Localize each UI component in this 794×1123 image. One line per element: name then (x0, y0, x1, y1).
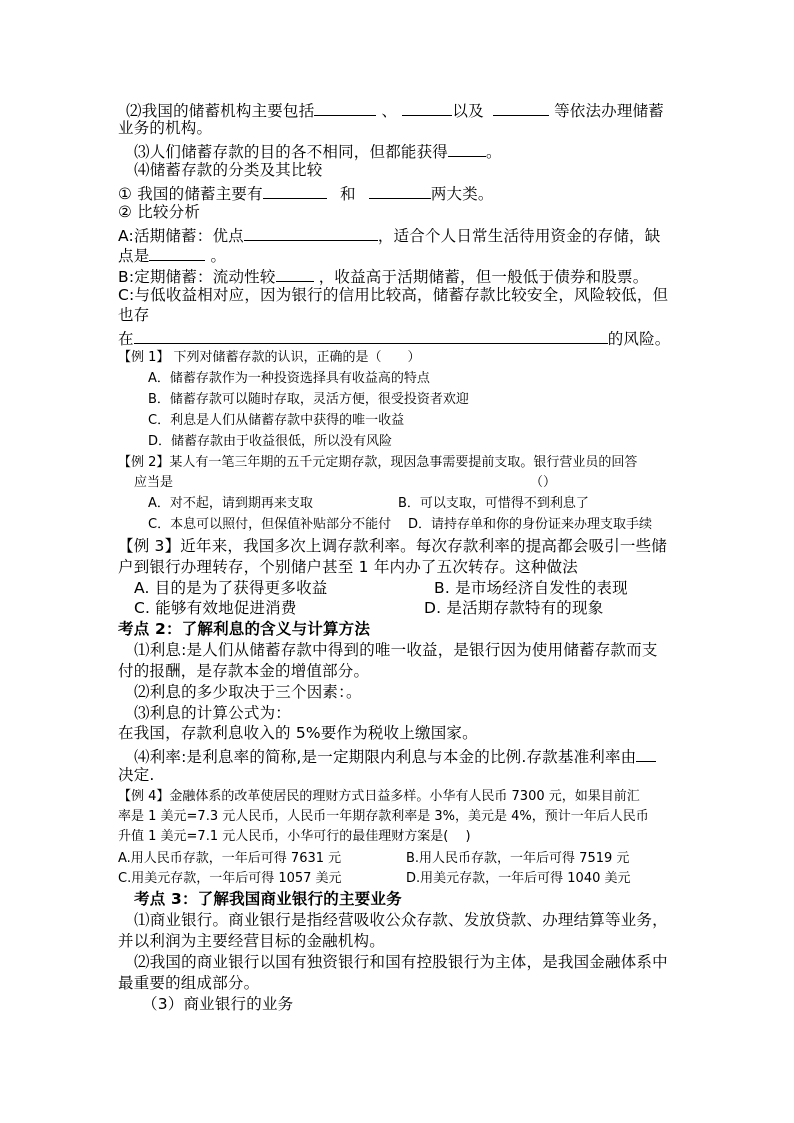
text-line: 在我国，存款利息收入的 5%要作为税收上缴国家。 (118, 724, 478, 742)
example-4-option-b: B.用人民币存款，一年后可得 7519 元 (406, 851, 630, 866)
text: 。 (210, 247, 227, 265)
text: 。 (486, 143, 502, 161)
text: ⑶人们储蓄存款的目的各不相同，但都能获得 (134, 143, 449, 161)
subheading: ⑷储蓄存款的分类及其比较 (134, 161, 323, 179)
text: 等依法办理储蓄 (554, 102, 664, 120)
text-line: 付的报酬，是存款本金的增值部分。 (118, 662, 370, 680)
example-1-option-b: B．储蓄存款可以随时存取，灵活方便，很受投资者欢迎 (148, 392, 469, 407)
example-2-question: 【例 2】某人有一笔三年期的五千元定期存款，现因急事需要提前支取。银行营业员的回答 (118, 455, 638, 470)
text: 点是 (118, 247, 150, 265)
example-3-question: 【例 3】近年来，我国多次上调存款利率。每次存款利率的提高都会吸引一些储 (118, 537, 667, 555)
example-4-option-c: C.用美元存款，一年后可得 1057 美元 (118, 871, 342, 886)
example-3-option-a: A. 目的是为了获得更多收益 (134, 579, 328, 597)
text-line: C:与低收益相对应，因为银行的信用比较高，储蓄存款比较安全，风险较低，但 (118, 286, 669, 304)
text: 、 (381, 102, 398, 120)
text-line: ⑴商业银行。商业银行是指经营吸收公众存款、发放贷款、办理结算等业务， (134, 911, 668, 929)
text-line: （3）商业银行的业务 (142, 995, 294, 1013)
time-deposit-line (118, 267, 648, 286)
text-line: 也存 (118, 306, 150, 324)
text: 和 (339, 185, 356, 203)
blank (493, 101, 549, 116)
text-line: ⑵利息的多少取决于三个因素：。 (134, 683, 362, 701)
risk-line (118, 329, 671, 348)
section-heading-3: 考点 3：了解我国商业银行的主要业务 (134, 890, 402, 908)
example-3-option-c: C. 能够有效地促进消费 (134, 599, 297, 617)
blank (636, 747, 656, 762)
text: ① 我国的储蓄主要有 (118, 185, 263, 203)
example-4-question: 【例 4】金融体系的改革使居民的理财方式日益多样。小华有人民币 7300 元，如果目前汇 (118, 789, 640, 804)
example-4-question-cont-2: 升值 1 美元=7.1 元人民币，小华可行的最佳理财方案是( ) (118, 829, 471, 844)
example-2-option-c: C．本息可以照付，但保值补贴部分不能付 (148, 517, 392, 532)
text: ⑷利率:是利息率的简称,是一定期限内利息与本金的比例.存款基准利率由 (134, 748, 637, 766)
example-2-option-d: D．请持存单和你的身份证来办理支取手续 (408, 517, 653, 532)
example-1-option-c: C．利息是人们从储蓄存款中获得的唯一收益 (148, 413, 405, 428)
blank (314, 101, 376, 116)
example-2-question-cont: 应当是 (134, 475, 174, 490)
section-heading-2: 考点 2：了解利息的含义与计算方法 (118, 620, 371, 638)
text: ⑵我国的储蓄机构主要包括 (126, 102, 315, 120)
blank (244, 226, 378, 241)
blank (134, 329, 608, 344)
demand-deposit-line (118, 226, 660, 245)
blank (448, 142, 486, 157)
text-line: ⑶利息的计算公式为： (134, 704, 292, 722)
subheading: ② 比较分析 (118, 203, 201, 221)
savings-types-line (118, 184, 494, 203)
text: A:活期储蓄：优点 (118, 227, 244, 245)
example-3-option-b: B. 是市场经济自发性的表现 (434, 579, 628, 597)
blank (276, 267, 314, 282)
text-line: ⑴利息:是人们从储蓄存款中得到的唯一收益，是银行因为使用储蓄存款而支 (134, 641, 658, 659)
text: 在 (118, 330, 134, 348)
example-3-question-cont: 户到银行办理转存，个别储户甚至 1 年内办了五次转存。这种做法 (118, 558, 578, 576)
blank (263, 184, 327, 199)
text: B:定期储蓄：流动性较 (118, 268, 276, 286)
text-line: 决定. (118, 766, 155, 784)
text: ，收益高于活期储蓄，但一般低于债券和股票。 (318, 268, 649, 286)
example-4-option-d: D.用美元存款，一年后可得 1040 美元 (406, 871, 631, 886)
text: 两大类。 (430, 185, 494, 203)
example-4-question-cont: 率是 1 美元=7.3 元人民币，人民币一年期存款利率是 3%，美元是 4%，预计一年后人民币 (118, 809, 649, 824)
text: 以及 (452, 102, 484, 120)
interest-rate-line (134, 747, 656, 766)
blank (369, 184, 431, 199)
savings-purpose-line (134, 142, 502, 161)
example-3-option-d: D. 是活期存款特有的现象 (424, 599, 604, 617)
example-1-option-d: D．储蓄存款由于收益很低，所以没有风险 (148, 434, 393, 449)
text-line: ⑵我国的商业银行以国有独资银行和国有控股银行为主体，是我国金融体系中 (134, 953, 668, 971)
example-4-option-a: A.用人民币存款，一年后可得 7631 元 (118, 851, 342, 866)
blank (402, 101, 452, 116)
savings-institutions-line (126, 101, 664, 120)
demand-deposit-line-2 (118, 246, 226, 265)
text-line: 业务的机构。 (118, 119, 213, 137)
example-2-option-a: A．对不起，请到期再来支取 (148, 496, 313, 511)
text-line: 最重要的组成部分。 (118, 974, 260, 992)
answer-paren: （） (530, 475, 557, 490)
example-1-option-a: A．储蓄存款作为一种投资选择具有收益高的特点 (148, 371, 430, 386)
text: ，适合个人日常生活待用资金的存储，缺 (377, 227, 661, 245)
blank (149, 246, 205, 261)
example-1-question: 【例 1】 下列对储蓄存款的认识，正确的是（ ） (118, 350, 421, 365)
text: 的风险。 (607, 330, 671, 348)
example-2-option-b: B．可以支取，可惜得不到利息了 (398, 496, 589, 511)
text-line: 并以利润为主要经营目标的金融机构。 (118, 932, 385, 950)
